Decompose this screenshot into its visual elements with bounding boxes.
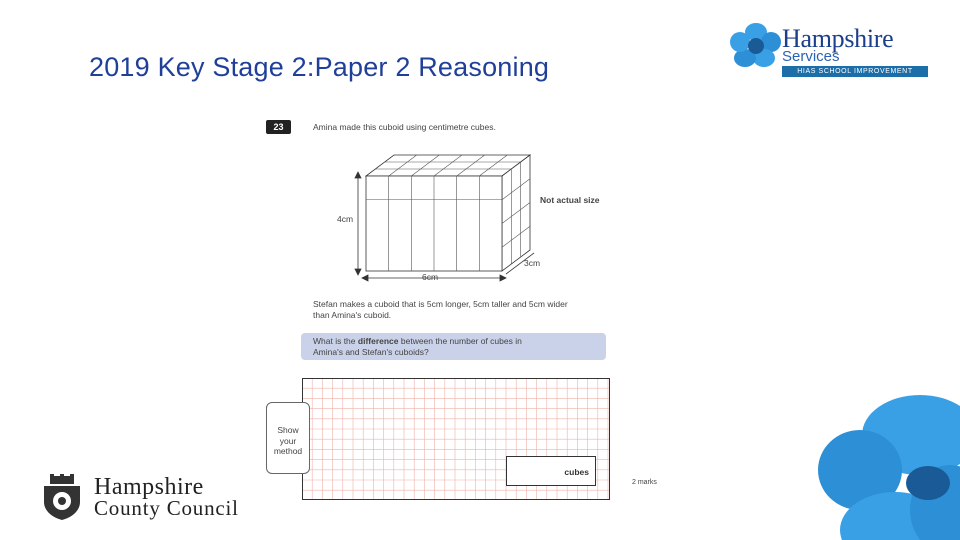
prompt-line-2: Amina's and Stefan's cuboids? bbox=[313, 347, 429, 357]
length-label: 6cm bbox=[422, 272, 439, 282]
method-line-3: method bbox=[273, 446, 303, 456]
council-logo-line-2: County Council bbox=[94, 496, 239, 520]
services-logo-name: Hampshire bbox=[782, 24, 894, 53]
marks-label: 2 marks bbox=[632, 479, 657, 486]
prompt-bold: difference bbox=[357, 336, 399, 346]
decorative-flower-icon bbox=[800, 390, 960, 540]
services-logo-sub: Services bbox=[782, 48, 840, 65]
question-number: 23 bbox=[266, 120, 291, 134]
flower-icon bbox=[730, 22, 782, 68]
not-actual-size-note: Not actual size bbox=[540, 195, 600, 205]
question-intro: Amina made this cuboid using centimetre cubes. bbox=[313, 122, 496, 132]
council-logo-line-1: Hampshire bbox=[94, 474, 204, 500]
method-line-2: your bbox=[279, 435, 297, 446]
statement-line-2: than Amina's cuboid. bbox=[313, 310, 392, 320]
cuboid-diagram bbox=[322, 148, 622, 318]
services-logo-bar: HIAS SCHOOL IMPROVEMENT bbox=[782, 66, 928, 77]
slide-title: 2019 Key Stage 2:Paper 2 Reasoning bbox=[89, 52, 550, 82]
council-crest-icon bbox=[40, 474, 84, 520]
show-your-method-label bbox=[266, 402, 310, 474]
prompt-prefix: What is the bbox=[313, 336, 358, 346]
height-label: 4cm bbox=[337, 214, 354, 224]
answer-unit: cubes bbox=[564, 467, 589, 477]
method-line-1: Show bbox=[277, 425, 299, 435]
statement-line-1: Stefan makes a cuboid that is 5cm longer, 5cm taller and 5cm wider bbox=[313, 299, 568, 309]
question-prompt bbox=[313, 336, 522, 358]
hampshire-county-council-logo bbox=[40, 474, 250, 522]
depth-label: 3cm bbox=[524, 258, 541, 268]
prompt-suffix: between the number of cubes in bbox=[398, 336, 522, 346]
exam-question bbox=[262, 112, 672, 512]
hampshire-services-logo bbox=[730, 20, 930, 80]
answer-box[interactable] bbox=[506, 456, 596, 486]
question-statement bbox=[313, 299, 568, 321]
